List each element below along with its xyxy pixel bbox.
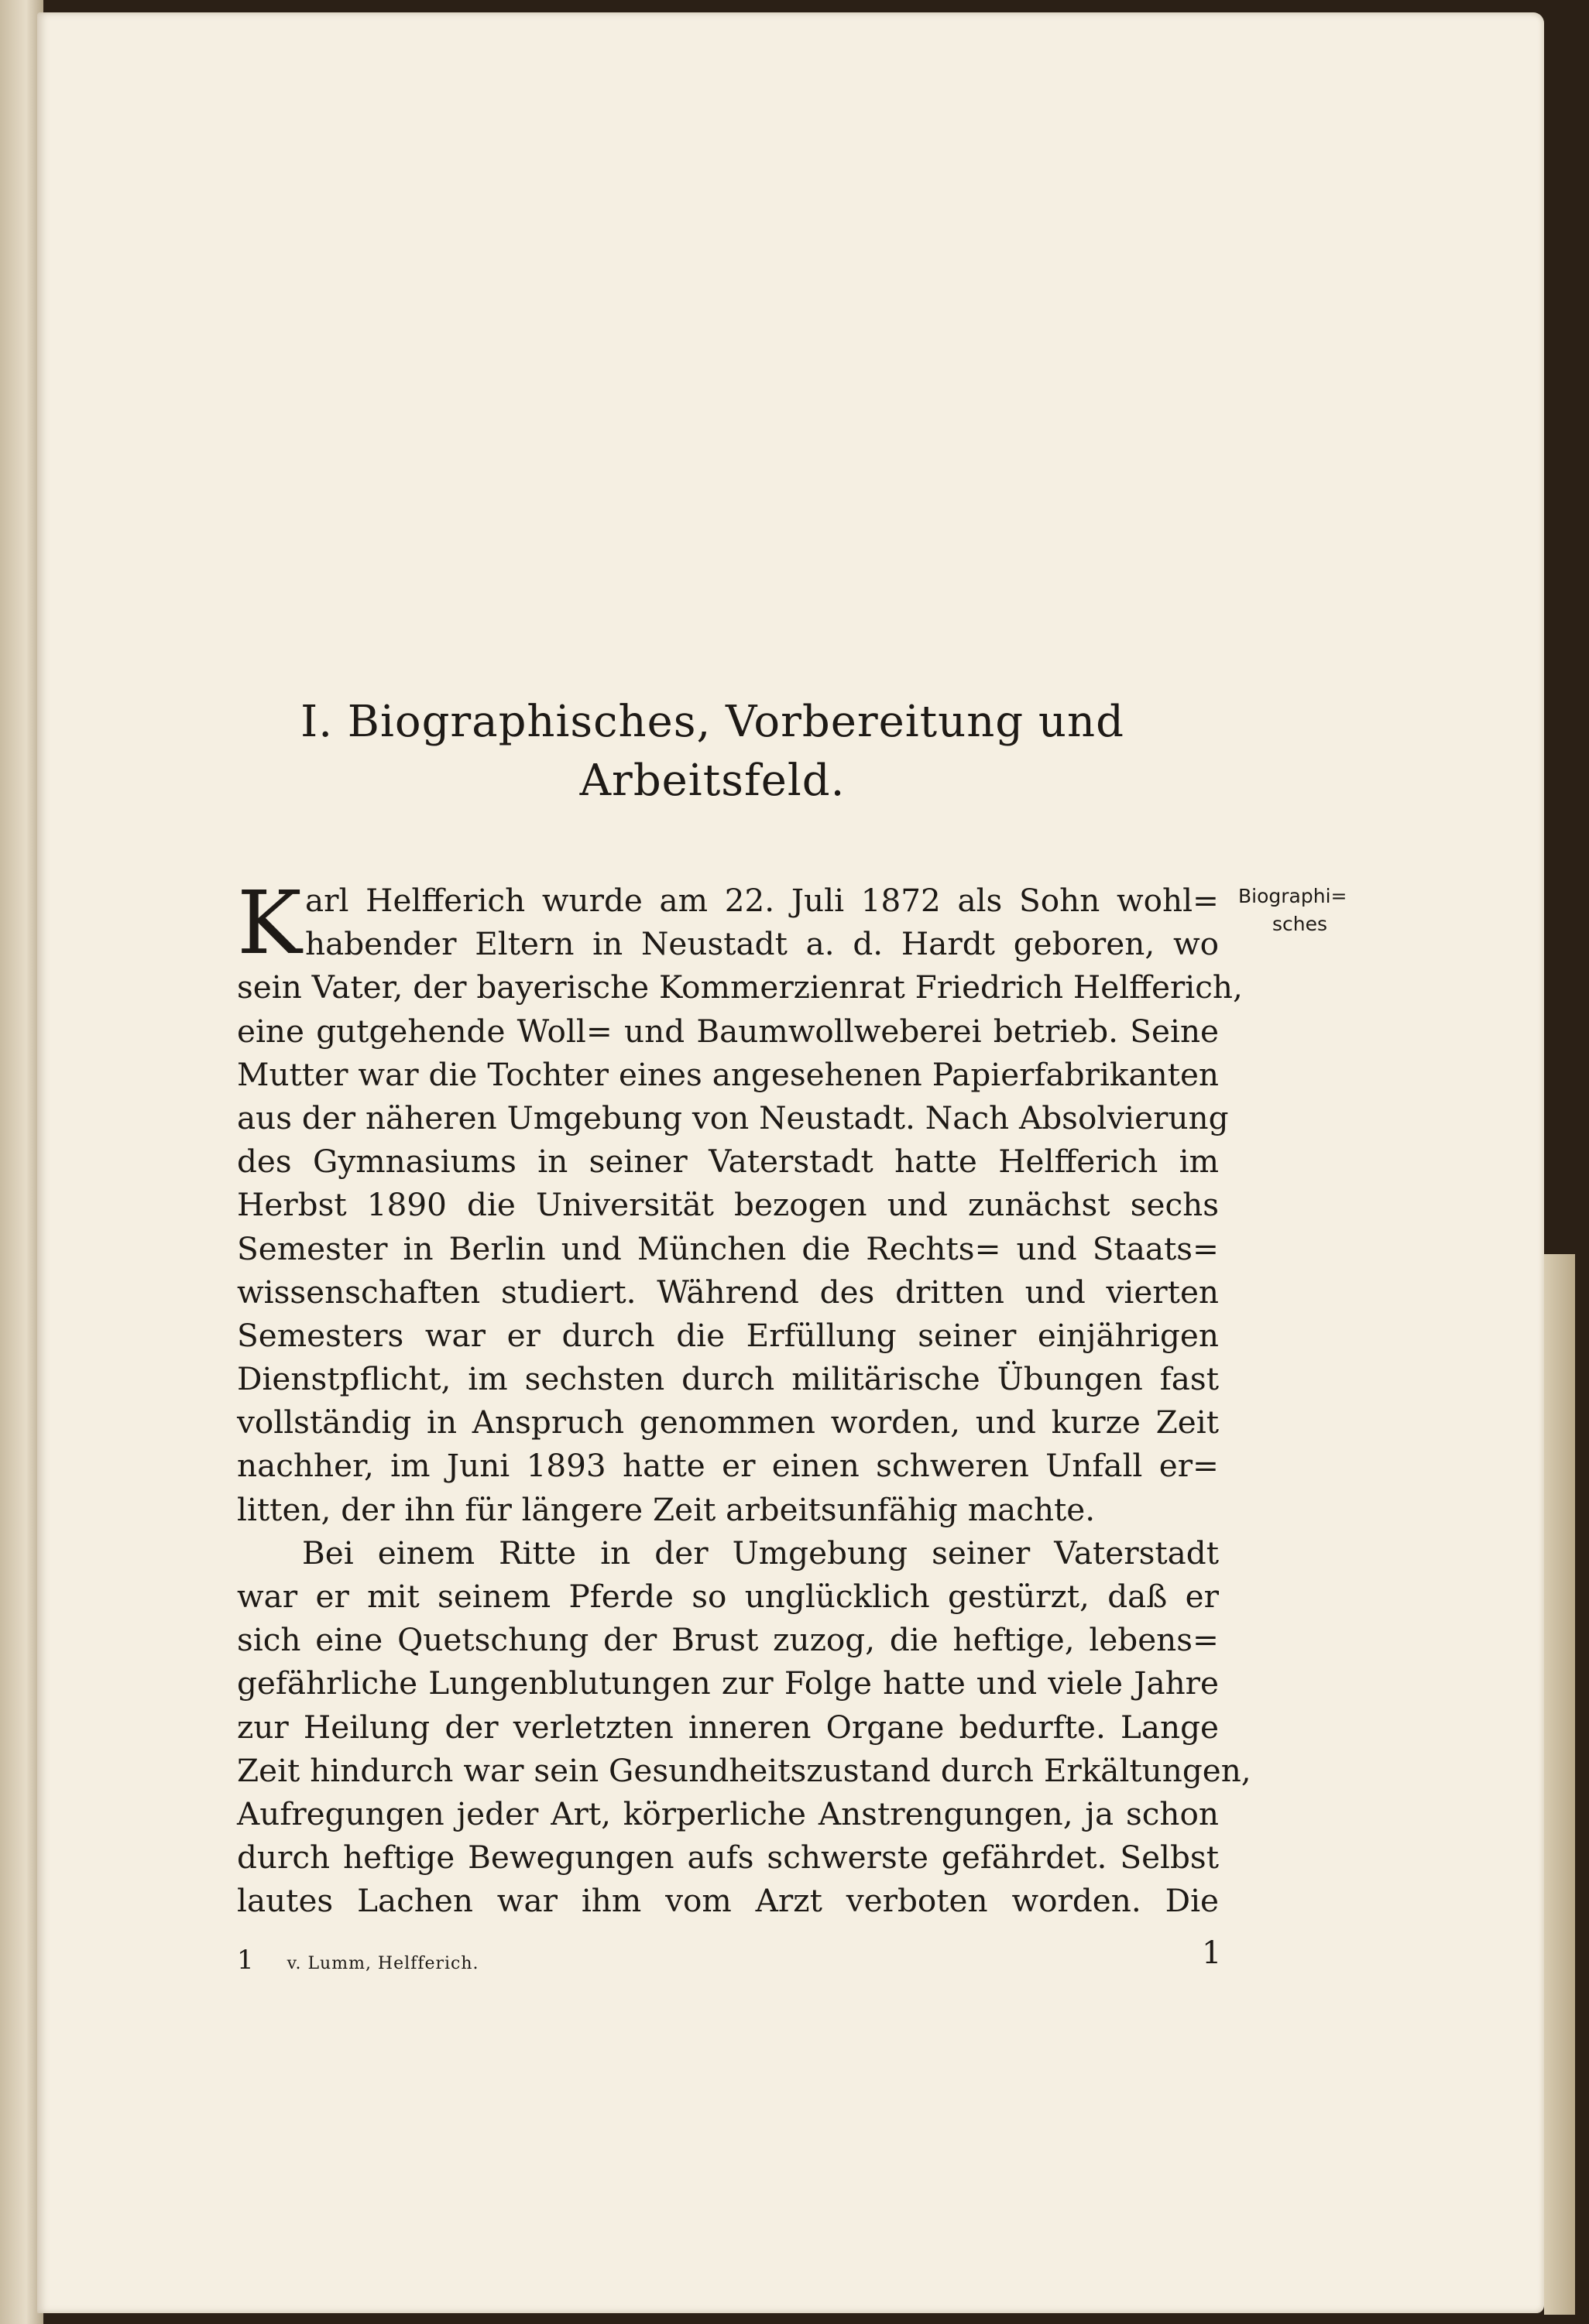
marginal-note-line-2: sches [1272, 913, 1328, 935]
signature-number: 1 [237, 1945, 255, 1976]
text-line: lautes Lachen war ihm vom Arzt verboten worden. Die [237, 1882, 1219, 1920]
chapter-title-line-2: Arbeitsfeld. [579, 756, 846, 806]
page-number: 1 [1202, 1935, 1222, 1971]
text-line: Herbst 1890 die Universität bezogen und zunächst sechs [237, 1186, 1219, 1224]
text-line: arl Helfferich wurde am 22. Juli 1872 als Sohn wohl= [305, 882, 1219, 919]
page-stack-edge [1544, 1254, 1575, 2315]
text-line: Semester in Berlin und München die Rechts= und Staats= [237, 1229, 1219, 1267]
text-line: durch heftige Bewegungen aufs schwerste gefährdet. Selbst [237, 1839, 1219, 1877]
text-line: Zeit hindurch war sein Gesundheitszustand durch Erkältungen, [237, 1751, 1251, 1789]
marginal-note [1238, 883, 1347, 938]
drop-cap: K [237, 873, 302, 974]
text-line: litten, der ihn für längere Zeit arbeitsunfähig machte. [237, 1490, 1096, 1528]
text-line: habender Eltern in Neustadt a. d. Hardt geboren, wo [305, 925, 1219, 963]
text-line: wissenschaften studiert. Während des dritten und vierten [237, 1273, 1219, 1311]
text-line: Mutter war die Tochter eines angesehenen Papierfabrikanten [237, 1055, 1219, 1093]
text-line: aus der näheren Umgebung von Neustadt. Nach Absolvierung [237, 1099, 1229, 1136]
text-line: des Gymnasiums in seiner Vaterstadt hatte Helfferich im [237, 1143, 1219, 1181]
text-line: sich eine Quetschung der Brust zuzog, die heftige, lebens= [237, 1621, 1219, 1659]
text-line: Dienstpflicht, im sechsten durch militärische Übungen fast [237, 1360, 1219, 1398]
text-line: nachher, im Juni 1893 hatte er einen schweren Unfall er= [237, 1447, 1219, 1485]
chapter-heading [232, 693, 1193, 811]
signature-line [237, 1945, 479, 1976]
text-line: Bei einem Ritte in der Umgebung seiner Vaterstadt [302, 1534, 1219, 1572]
signature-text: v. Lumm, Helfferich. [287, 1954, 479, 1973]
text-line: gefährliche Lungenblutungen zur Folge hatte und viele Jahre [237, 1664, 1219, 1702]
text-line: Aufregungen jeder Art, körperliche Anstrengungen, ja schon [237, 1794, 1219, 1832]
text-line: Semesters war er durch die Erfüllung seiner einjährigen [237, 1316, 1219, 1354]
text-line: eine gutgehende Woll= und Baumwollweberei betrieb. Seine [237, 1012, 1219, 1050]
text-line: vollständig in Anspruch genommen worden, und kurze Zeit [237, 1404, 1219, 1441]
marginal-note-line-1: Biographi= [1238, 885, 1347, 907]
text-line: war er mit seinem Pferde so unglücklich gestürzt, daß er [237, 1578, 1219, 1615]
text-line: sein Vater, der bayerische Kommerzienrat Friedrich Helfferich, [237, 968, 1243, 1006]
text-line: zur Heilung der verletzten inneren Organe bedurfte. Lange [237, 1708, 1219, 1746]
body-text [237, 873, 1251, 1923]
chapter-title-line-1: I. Biographisches, Vorbereitung und [300, 697, 1124, 747]
